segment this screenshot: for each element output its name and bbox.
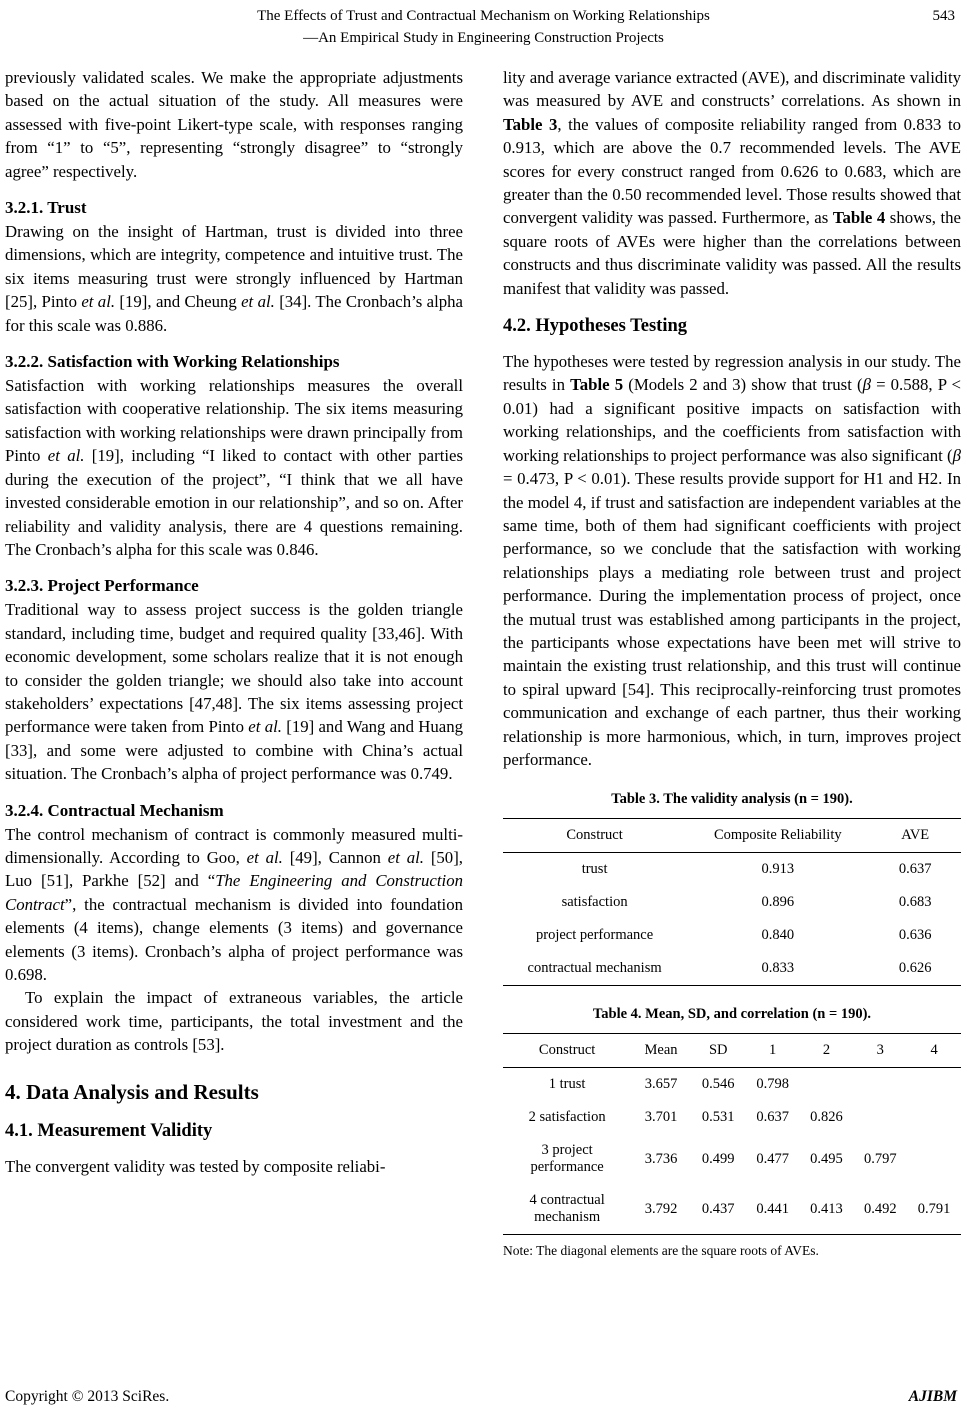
left-column [5, 66, 463, 1260]
copyright-text: Copyright © 2013 SciRes. [5, 1388, 170, 1405]
table-cell: 3.701 [644, 1109, 678, 1126]
right-column [503, 66, 961, 1260]
table-cell: contractual mechanism [527, 960, 662, 977]
table-cell: 0.896 [761, 894, 795, 911]
table-cell: trust [581, 861, 608, 878]
two-column-layout [5, 66, 962, 1260]
table-cell: 3.736 [644, 1150, 678, 1167]
section-heading-3-2-1: 3.2.1. Trust [5, 198, 87, 218]
section-heading-4-2: 4.2. Hypotheses Testing [503, 316, 688, 337]
table-header-cell: Mean [631, 1034, 691, 1068]
table-cell: 0.826 [810, 1109, 843, 1126]
table-cell: 0.546 [701, 1076, 735, 1093]
paragraph-contractual-mechanism: The control mechanism of contract is commonly measured multi-dimensionally. According to Goo, et al. [49], Cannon et al. [50], Luo [51], Parkhe [52] and “The Engineering and Construction Contract”, the contractual mechanism is divided into foundation elements (4 items), change elements (3 items) and governance elements (3 items). Cronbach’s alpha of project performance was 0.698. [5, 824, 463, 984]
paragraph-trust: Drawing on the insight of Hartman, trust is divided into three dimensions, which are integrity, competence and intuitive trust. The six items measuring trust were strongly influenced by Hartman [25], Pinto et al. [19], and Cheung et al. [34]. The Cronbach’s alpha for this scale was 0.886. [5, 222, 464, 335]
table-row [503, 952, 961, 986]
table-cell: 0.637 [898, 861, 932, 878]
table-cell: 0.798 [756, 1076, 789, 1093]
table-header-cell: 3 [853, 1034, 907, 1068]
table-cell: 0.797 [863, 1150, 897, 1167]
paragraph-hypotheses-testing: The hypotheses were tested by regression analysis in our study. The results in Table 5 (Models 2 and 3) show that trust (β = 0.588, P < 0.01) had a significant positive impacts on satisfaction with working relationships, and the coefficients from satisfaction with working relationships to project performance was also significant (β = 0.473, P < 0.01). These results provide support for H1 and H2. In the model 4, if trust and satisfaction are independent variables at the same time, both of them had significant coefficients with project performance, so we conclude that the satisfaction with working relationships plays a mediating role between trust and project performance. During the implementation process of project, once the mutual trust was established among participants in the project, the participants whose expectations have been met will strive to maintain the existing trust relationship, and this trust will continue to spiral upward [54]. This reciprocally-reinforcing trust promotes communication and exchange of each partner, thus their working relationship is more harmonious, which, in turn, improves project performance. [503, 352, 962, 769]
table-cell: 0.840 [761, 927, 795, 944]
table-row [503, 919, 961, 952]
table-cell: 0.413 [810, 1200, 843, 1217]
table-row [503, 1134, 961, 1184]
running-head [0, 5, 967, 49]
table-cell [907, 1101, 961, 1134]
table-cell: 0.495 [810, 1150, 843, 1167]
table-cell: 0.833 [761, 960, 795, 977]
section-heading-3-2-2: 3.2.2. Satisfaction with Working Relationships [5, 352, 340, 372]
table-row [503, 1184, 961, 1235]
table-cell: 0.492 [863, 1200, 897, 1217]
table-cell: 4 contractual mechanism [529, 1192, 605, 1226]
table-cell [907, 1134, 961, 1184]
table-header-cell: Construct [503, 819, 686, 853]
table-row [503, 1068, 961, 1102]
table-cell: 3.657 [644, 1076, 678, 1093]
section-heading-4: 4. Data Analysis and Results [5, 1079, 259, 1104]
table-3 [503, 818, 961, 986]
table-cell [907, 1068, 961, 1102]
table-cell: 0.477 [756, 1150, 789, 1167]
table-cell: 0.626 [898, 960, 932, 977]
table-cell: 0.499 [701, 1150, 735, 1167]
running-head-line2: —An Empirical Study in Engineering Construction Projects [303, 30, 664, 46]
table-cell: 0.531 [701, 1109, 735, 1126]
table-cell: project performance [536, 927, 654, 944]
paragraph-satisfaction: Satisfaction with working relationships measures the overall satisfaction with cooperative relationship. The six items measuring satisfaction with working relationships were drawn principally from Pinto et al. [19], including “I liked to contact with other parties during the execution of the project”, “I think that we all have invested considerable emotion in our relationship”, and so on. After reliability and validity analysis, there are 4 questions remaining. The Cronbach’s alpha for this scale was 0.846. [5, 376, 463, 559]
table-cell: satisfaction [561, 894, 628, 911]
paragraph-measurement-validity: The convergent validity was tested by composite reliabi- [5, 1156, 386, 1176]
table-4-caption: Table 4. Mean, SD, and correlation (n = 190). [592, 1006, 872, 1023]
table-cell: 2 satisfaction [528, 1109, 606, 1126]
table-4 [503, 1033, 961, 1235]
table-cell: 0.637 [756, 1109, 789, 1126]
table-cell [800, 1068, 854, 1102]
table-cell: 0.683 [898, 894, 932, 911]
table-header-cell: 4 [907, 1034, 961, 1068]
running-head-line1: The Effects of Trust and Contractual Mechanism on Working Relationships [257, 8, 710, 24]
table-header-cell: Composite Reliability [686, 819, 869, 853]
section-heading-3-2-3: 3.2.3. Project Performance [5, 576, 199, 596]
table-cell: 0.441 [756, 1200, 789, 1217]
journal-abbreviation: AJIBM [908, 1388, 957, 1405]
table-header-cell: SD [691, 1034, 746, 1068]
table-cell: 1 trust [548, 1076, 586, 1093]
section-heading-3-2-4: 3.2.4. Contractual Mechanism [5, 800, 224, 820]
paragraph-controls: To explain the impact of extraneous variables, the article considered work time, participants, the total investment and the project duration as controls [53]. [5, 988, 463, 1055]
paragraph-intro: previously validated scales. We make the appropriate adjustments based on the actual situation of the study. All measures were assessed with five-point Likert-type scale, with responses ranging from “1” to “5”, representing “strongly disagree” to “strongly agree” respectively. [5, 68, 463, 181]
table-header-cell: 1 [746, 1034, 800, 1068]
table-cell: 0.791 [917, 1200, 951, 1217]
table-cell: 3 project performance [530, 1142, 604, 1176]
table-header-cell: 2 [800, 1034, 854, 1068]
page-number: 543 [932, 8, 955, 24]
table-header-cell: Construct [503, 1034, 631, 1068]
table-cell [853, 1101, 907, 1134]
paragraph-project-performance: Traditional way to assess project success is the golden triangle standard, including time, budget and required quality [33,46]. With economic development, some scholars realize that it is not enough to consider the golden triangle; we should also take into account stakeholders’ expectations [47,48]. The six items assessing project performance were taken from Pinto et al. [19] and Wang and Huang [33], and some were adjusted to combine with China’s actual situation. The Cronbach’s alpha of project performance was 0.749. [5, 600, 463, 784]
table-row [503, 1101, 961, 1134]
table-4-header-row [503, 1034, 961, 1068]
table-row [503, 886, 961, 919]
table-3-header-row [503, 819, 961, 853]
page-footer [5, 1388, 957, 1406]
table-header-cell: AVE [869, 819, 961, 853]
table-cell [853, 1068, 907, 1102]
table-cell: 0.913 [761, 861, 795, 878]
section-heading-4-1: 4.1. Measurement Validity [5, 1120, 213, 1141]
table-cell: 0.636 [898, 927, 932, 944]
table-cell: 3.792 [644, 1200, 678, 1217]
table-cell: 0.437 [701, 1200, 735, 1217]
table-4-note: Note: The diagonal elements are the square roots of AVEs. [503, 1243, 819, 1259]
paragraph-validity-continued: lity and average variance extracted (AVE), and discriminate validity was measured by AVE and constructs’ correlations. As shown in Table 3, the values of composite reliability ranged from 0.833 to 0.913, which are above the 0.7 recommended levels. The AVE scores for every construct ranged from 0.626 to 0.683, which are greater than the 0.50 recommended level. Those results showed that convergent validity was passed. Furthermore, as Table 4 shows, the square roots of AVEs were higher than the correlations between constructs and thus discriminate validity was passed. All the results manifest that validity was passed. [503, 68, 961, 298]
table-row [503, 853, 961, 887]
table-3-caption: Table 3. The validity analysis (n = 190). [611, 791, 853, 808]
